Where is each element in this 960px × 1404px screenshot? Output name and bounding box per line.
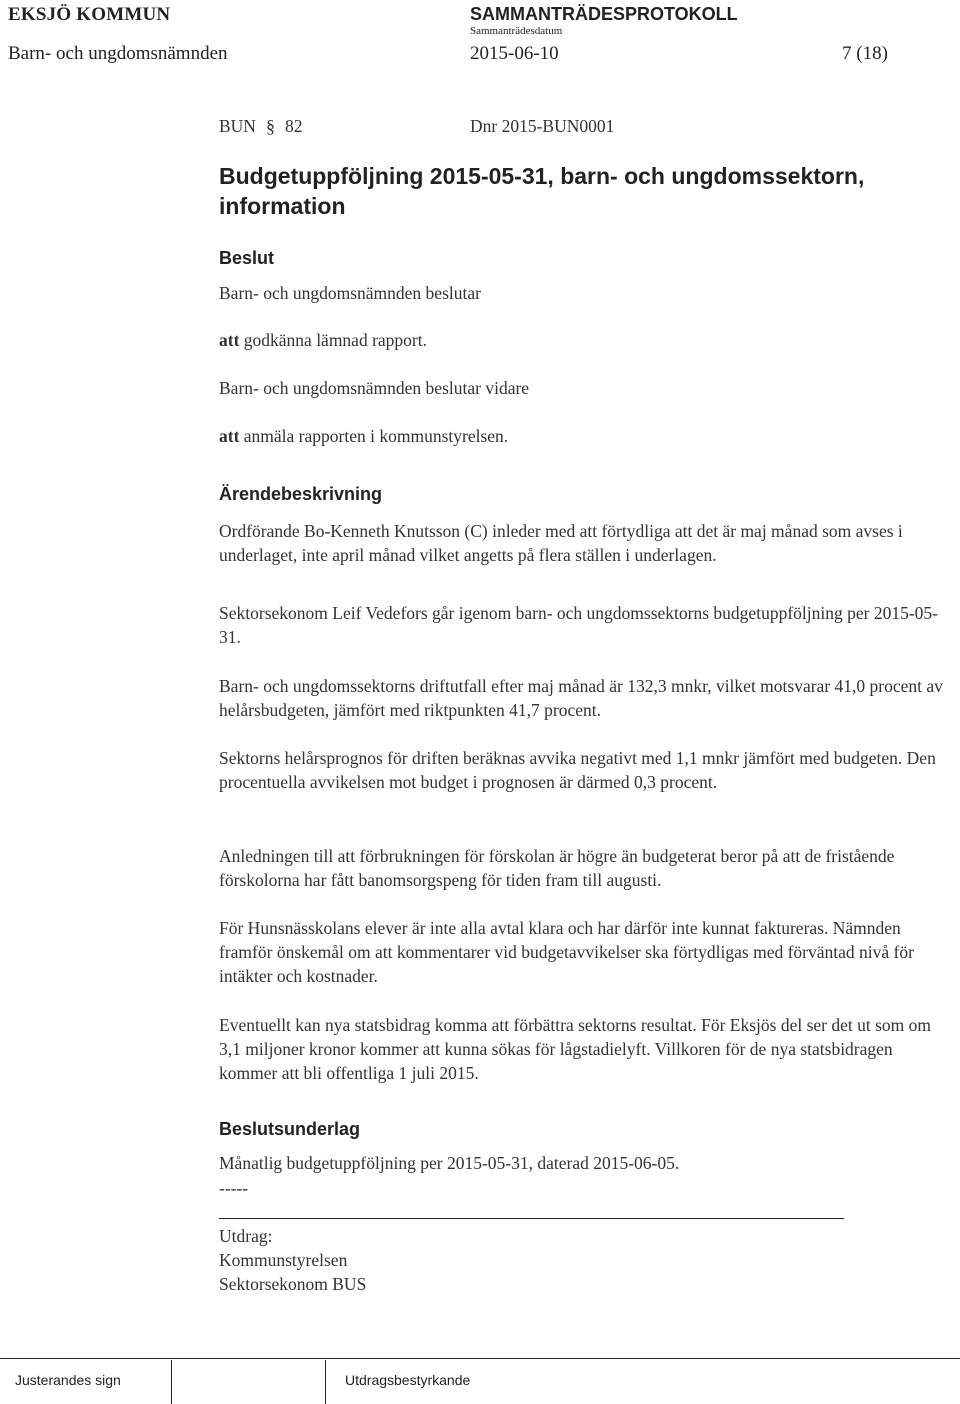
underlag-item: Månatlig budgetuppföljning per 2015-05-31, daterad 2015-06-05. bbox=[219, 1153, 680, 1173]
underlag-heading: Beslutsunderlag bbox=[219, 1119, 361, 1139]
att-text: godkänna lämnad rapport. bbox=[239, 330, 427, 350]
underlag-dashes: ----- bbox=[219, 1178, 249, 1198]
beslut-att-1 bbox=[219, 330, 427, 351]
beslut-intro-2: Barn- och ungdomsnämnden beslutar vidare bbox=[219, 378, 530, 398]
section-value: 82 bbox=[284, 116, 303, 136]
meeting-date-label: Sammanträdesdatum bbox=[470, 25, 563, 37]
divider bbox=[219, 1218, 844, 1219]
beslut-att-2 bbox=[219, 426, 508, 447]
beslut-intro-1: Barn- och ungdomsnämnden beslutar bbox=[219, 283, 481, 303]
att-text: anmäla rapporten i kommunstyrelsen. bbox=[239, 426, 509, 446]
document-type: SAMMANTRÄDESPROTOKOLL bbox=[470, 4, 738, 24]
arende-paragraph-5: Anledningen till att förbrukningen för förskolan är högre än budgeterat beror på att de fristående förskolorna har fått banomsorgspeng för tiden fram till augusti. bbox=[219, 846, 895, 890]
page-number: 7 (18) bbox=[842, 43, 888, 64]
arende-paragraph-2: Sektorsekonom Leif Vedefors går igenom barn- och ungdomssektorns budgetuppföljning per 2015-05-31. bbox=[219, 603, 938, 647]
footer-separator bbox=[171, 1360, 172, 1404]
footer-divider bbox=[0, 1358, 960, 1359]
beslut-heading: Beslut bbox=[219, 248, 275, 268]
committee-name: Barn- och ungdomsnämnden bbox=[8, 43, 228, 64]
arende-paragraph-3: Barn- och ungdomssektorns driftutfall efter maj månad är 132,3 mnkr, vilket motsvarar 41,0 procent av helårsbudgeten, jämfört med riktpunkten 41,7 procent. bbox=[219, 676, 943, 720]
page-title bbox=[219, 161, 939, 221]
utdrag-recipient: Sektorsekonom BUS bbox=[219, 1274, 367, 1294]
utdrag-recipient: Kommunstyrelsen bbox=[219, 1250, 348, 1270]
title-line-1: Budgetuppföljning 2015-05-31, barn- och ungdomssektorn, bbox=[219, 163, 865, 189]
arende-paragraph-1: Ordförande Bo-Kenneth Knutsson (C) inleder med att förtydliga att det är maj månad som avses i underlaget, inte april månad vilket angetts på flera ställen i underlagen. bbox=[219, 521, 903, 565]
dnr-number: Dnr 2015-BUN0001 bbox=[470, 116, 615, 136]
title-line-2: information bbox=[219, 193, 346, 219]
section-number bbox=[219, 116, 302, 137]
att-keyword: att bbox=[219, 426, 240, 446]
footer-justerandes-sign: Justerandes sign bbox=[15, 1372, 121, 1388]
att-keyword: att bbox=[219, 330, 240, 350]
arende-paragraph-6: För Hunsnässkolans elever är inte alla avtal klara och har därför inte kunnat faktureras. Nämnden framför önskemål om att kommentarer vid budgetavvikelser ska förtydligas med förväntad nivå för intäkter och kostnader. bbox=[219, 918, 914, 986]
organization-name: EKSJÖ KOMMUN bbox=[8, 4, 171, 25]
arende-heading: Ärendebeskrivning bbox=[219, 484, 383, 504]
section-prefix: BUN bbox=[219, 116, 256, 136]
section-symbol: § bbox=[265, 116, 275, 136]
footer-utdragsbestyrkande: Utdragsbestyrkande bbox=[345, 1372, 471, 1388]
arende-paragraph-4: Sektorns helårsprognos för driften beräknas avvika negativt med 1,1 mnkr jämfört med budgeten. Den procentuella avvikelsen mot budget i prognosen är därmed 0,3 procent. bbox=[219, 748, 936, 792]
meeting-date: 2015-06-10 bbox=[470, 43, 559, 64]
utdrag-label: Utdrag: bbox=[219, 1226, 273, 1246]
footer-separator bbox=[325, 1360, 326, 1404]
arende-paragraph-7: Eventuellt kan nya statsbidrag komma att förbättra sektorns resultat. För Eksjös del ser det ut som om 3,1 miljoner kronor kommer att kunna sökas för lågstadielyft. Villkoren för de nya statsbidragen kommer att bli offentliga 1 juli 2015. bbox=[219, 1015, 932, 1083]
